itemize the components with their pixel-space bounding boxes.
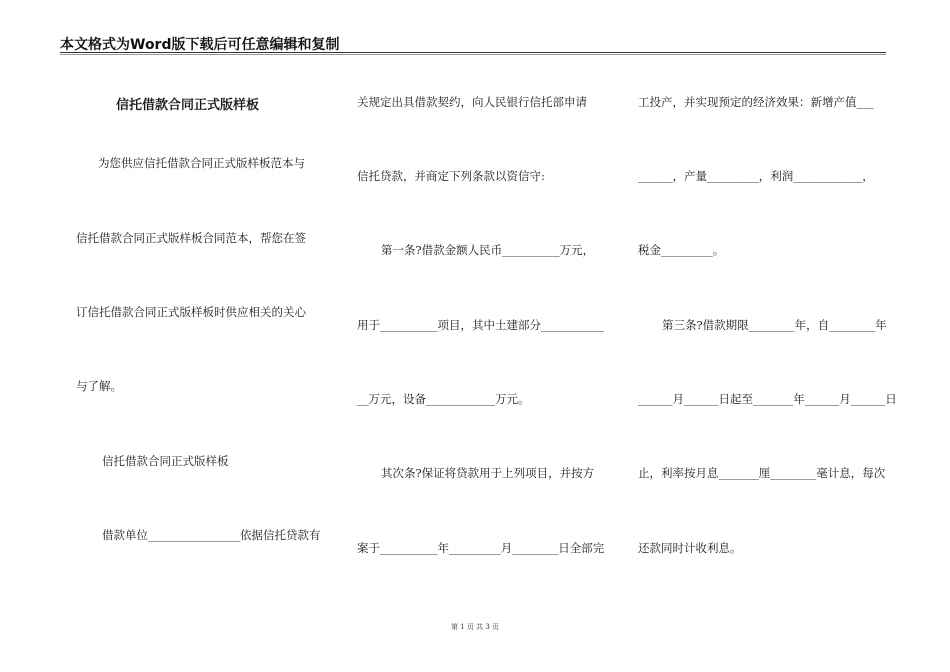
text-column-1: [76, 0, 326, 672]
paragraph-line: 借款单位________________依据信托贷款有: [102, 528, 321, 542]
paragraph-line: 信托贷款，并商定下列条款以资信守:: [357, 169, 545, 183]
paragraph-line: __万元，设备____________万元。: [357, 392, 530, 406]
paragraph-line: 订信托借款合同正式版样板时供应相关的关心: [76, 305, 306, 319]
paragraph-line: 税金_________。: [638, 243, 725, 257]
paragraph-line: 用于__________项目，其中土建部分___________: [357, 318, 605, 332]
paragraph-line: 还款同时计收利息。: [638, 541, 742, 555]
text-column-2: [357, 0, 612, 672]
paragraph-line: 关规定出具借款契约，向人民银行信托部申请: [357, 95, 587, 109]
paragraph-line: ______月______日起至_______年______月______日: [638, 392, 897, 406]
clause-line: 第三条?借款期限________年，自________年: [662, 318, 887, 332]
clause-line: 其次条?保证将贷款用于上列项目，并按方: [381, 466, 595, 480]
paragraph-line: 为您供应信托借款合同正式版样板范本与: [98, 156, 305, 170]
paragraph-line: ______，产量_________，利润____________，: [638, 169, 874, 183]
document-title: 信托借款合同正式版样板: [116, 98, 260, 113]
page-number: 第 1 页 共 3 页: [450, 623, 500, 631]
page-header: 本文格式为Word版下载后可任意编辑和复制: [60, 37, 340, 53]
paragraph-line: 止，利率按月息_______厘________毫计息，每次: [638, 466, 886, 480]
text-column-3: [638, 0, 897, 672]
paragraph-line: 工投产，并实现预定的经济效果：新增产值___: [638, 95, 874, 109]
paragraph-line: 与了解。: [76, 379, 122, 393]
section-heading: 信托借款合同正式版样板: [102, 454, 229, 468]
paragraph-line: 信托借款合同正式版样板合同范本，帮您在签: [76, 231, 306, 245]
clause-line: 第一条?借款金额人民币__________万元，: [381, 243, 595, 257]
paragraph-line: 案于__________年_________月________日全部完: [357, 541, 605, 555]
